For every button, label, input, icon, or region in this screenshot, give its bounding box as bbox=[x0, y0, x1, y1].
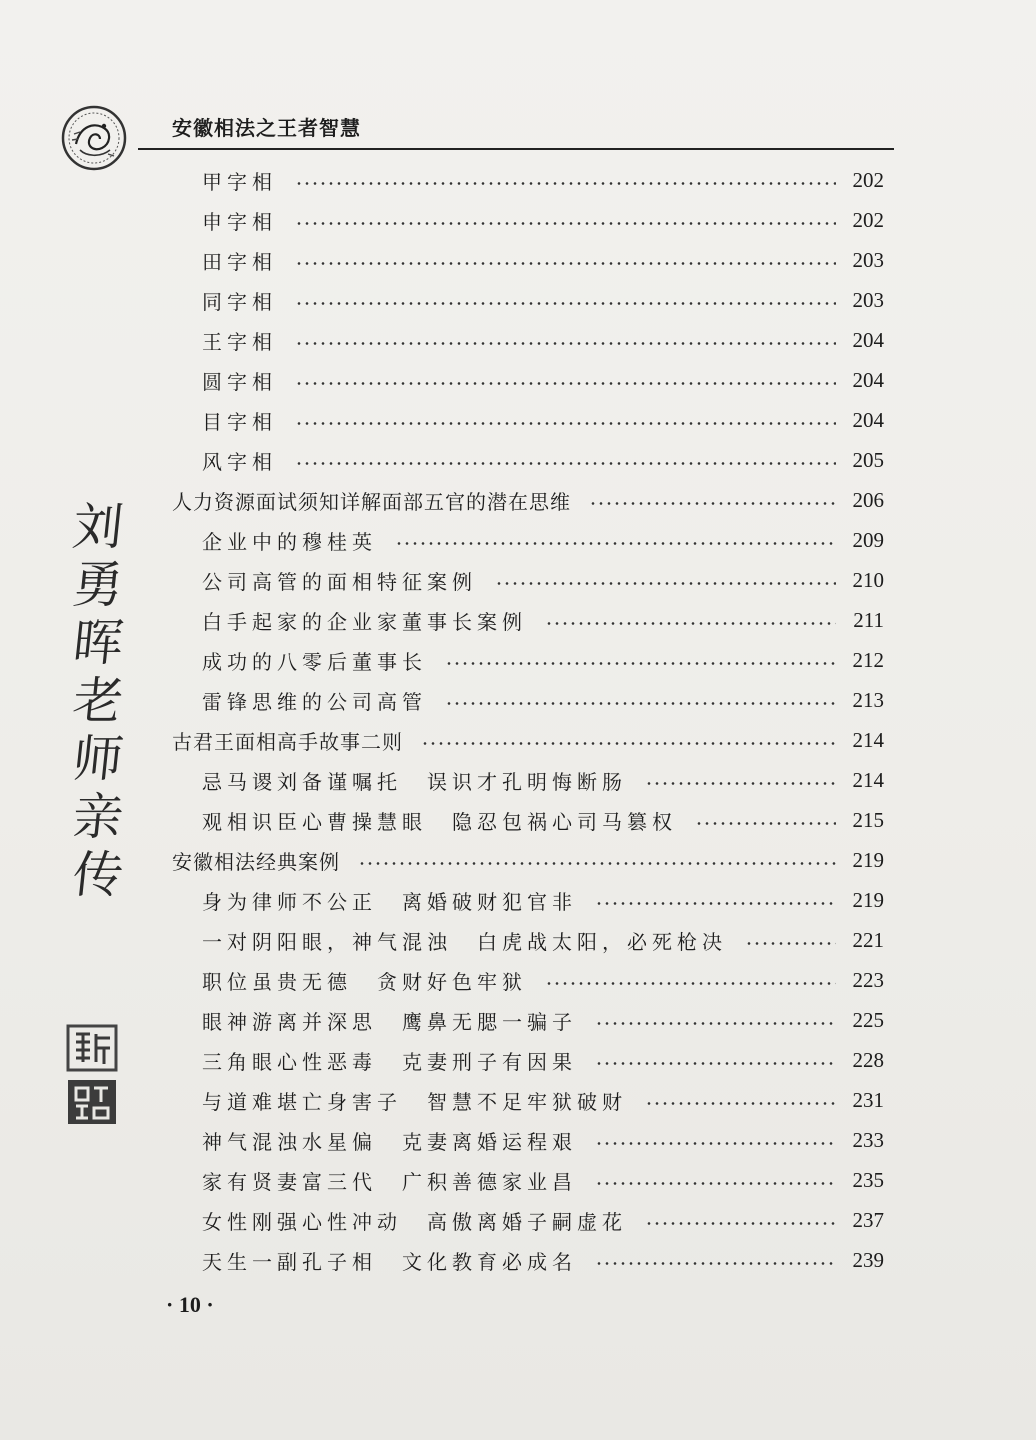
toc-leader-dots bbox=[695, 822, 836, 825]
toc-chapter-entry[interactable] bbox=[172, 720, 884, 760]
toc-section-entry[interactable] bbox=[172, 960, 884, 1000]
toc-section-entry[interactable] bbox=[172, 800, 884, 840]
toc-leader-dots bbox=[595, 1262, 836, 1265]
toc-leader-dots bbox=[645, 1222, 836, 1225]
toc-entry-title: 企业中的穆桂英 bbox=[202, 529, 377, 554]
calligraphy-character: 刘 bbox=[69, 498, 127, 556]
toc-leader-dots bbox=[358, 862, 836, 865]
toc-page-number: 219 bbox=[852, 887, 884, 912]
toc-page-number: 205 bbox=[852, 447, 884, 472]
toc-chapter-entry[interactable] bbox=[172, 840, 884, 880]
toc-entry-title: 白手起家的企业家董事长案例 bbox=[202, 609, 527, 634]
toc-entry-title: 公司高管的面相特征案例 bbox=[202, 569, 477, 594]
toc-leader-dots bbox=[595, 1062, 836, 1065]
toc-entry-title: 观相识臣心曹操慧眼 隐忍包祸心司马篡权 bbox=[202, 809, 677, 834]
toc-entry-title: 申字相 bbox=[202, 209, 277, 234]
toc-leader-dots bbox=[395, 542, 836, 545]
toc-page-number: 204 bbox=[852, 367, 884, 392]
toc-entry-title: 圆字相 bbox=[202, 369, 277, 394]
toc-page-number: 203 bbox=[852, 247, 884, 272]
toc-entry-title: 天生一副孔子相 文化教育必成名 bbox=[202, 1249, 577, 1274]
toc-leader-dots bbox=[545, 622, 836, 625]
calligraphy-character: 勇 bbox=[69, 556, 127, 614]
toc-page-number: 213 bbox=[852, 687, 884, 712]
toc-leader-dots bbox=[645, 782, 836, 785]
header-rule bbox=[138, 148, 894, 150]
toc-entry-title: 安徽相法经典案例 bbox=[172, 849, 340, 874]
toc-section-entry[interactable] bbox=[172, 280, 884, 320]
calligraphy-character: 师 bbox=[69, 730, 127, 788]
toc-entry-title: 忌马谡刘备谨嘱托 误识才孔明悔断肠 bbox=[202, 769, 627, 794]
toc-page-number: 239 bbox=[852, 1247, 884, 1272]
calligraphy-character: 亲 bbox=[69, 788, 127, 846]
toc-entry-title: 职位虽贵无德 贪财好色牢狱 bbox=[202, 969, 527, 994]
toc-section-entry[interactable] bbox=[172, 240, 884, 280]
toc-leader-dots bbox=[295, 302, 836, 305]
calligraphy-character: 晖 bbox=[69, 614, 127, 672]
toc-page-number: 202 bbox=[852, 167, 884, 192]
toc-page-number: 221 bbox=[852, 927, 884, 952]
toc-page-number: 225 bbox=[852, 1007, 884, 1032]
running-header bbox=[60, 104, 896, 158]
toc-leader-dots bbox=[295, 342, 836, 345]
toc-entry-title: 雷锋思维的公司高管 bbox=[202, 689, 427, 714]
toc-section-entry[interactable] bbox=[172, 760, 884, 800]
toc-section-entry[interactable] bbox=[172, 520, 884, 560]
toc-leader-dots bbox=[295, 222, 836, 225]
toc-leader-dots bbox=[595, 1022, 836, 1025]
toc-page-number: 231 bbox=[852, 1087, 884, 1112]
toc-entry-title: 三角眼心性恶毒 克妻刑子有因果 bbox=[202, 1049, 577, 1074]
toc-section-entry[interactable] bbox=[172, 200, 884, 240]
toc-page-number: 235 bbox=[852, 1167, 884, 1192]
toc-section-entry[interactable] bbox=[172, 920, 884, 960]
toc-chapter-entry[interactable] bbox=[172, 480, 884, 520]
toc-entry-title: 成功的八零后董事长 bbox=[202, 649, 427, 674]
toc-leader-dots bbox=[595, 1142, 836, 1145]
toc-leader-dots bbox=[295, 182, 836, 185]
toc-page-number: 211 bbox=[853, 607, 884, 632]
toc-section-entry[interactable] bbox=[172, 560, 884, 600]
toc-entry-title: 王字相 bbox=[202, 329, 277, 354]
dragon-seal-icon bbox=[60, 104, 128, 172]
toc-entry-title: 田字相 bbox=[202, 249, 277, 274]
toc-page-number: 204 bbox=[852, 327, 884, 352]
toc-page-number: 228 bbox=[852, 1047, 884, 1072]
toc-leader-dots bbox=[545, 982, 836, 985]
toc-section-entry[interactable] bbox=[172, 1080, 884, 1120]
toc-section-entry[interactable] bbox=[172, 320, 884, 360]
toc-leader-dots bbox=[421, 742, 836, 745]
toc-page-number: 219 bbox=[852, 847, 884, 872]
toc-section-entry[interactable] bbox=[172, 1240, 884, 1280]
toc-leader-dots bbox=[445, 662, 836, 665]
page-number: · 10 · bbox=[166, 1292, 214, 1317]
toc-section-entry[interactable] bbox=[172, 1120, 884, 1160]
toc-leader-dots bbox=[645, 1102, 836, 1105]
toc-leader-dots bbox=[595, 1182, 836, 1185]
toc-leader-dots bbox=[495, 582, 836, 585]
toc-entry-title: 甲字相 bbox=[202, 169, 277, 194]
toc-page-number: 204 bbox=[852, 407, 884, 432]
toc-page-number: 237 bbox=[852, 1207, 884, 1232]
toc-page-number: 212 bbox=[852, 647, 884, 672]
toc-section-entry[interactable] bbox=[172, 400, 884, 440]
toc-section-entry[interactable] bbox=[172, 1200, 884, 1240]
header-title: 安徽相法之王者智慧 bbox=[172, 116, 361, 140]
toc-section-entry[interactable] bbox=[172, 440, 884, 480]
toc-page-number: 209 bbox=[852, 527, 884, 552]
toc-section-entry[interactable] bbox=[172, 640, 884, 680]
seal-stamp-icon bbox=[66, 1024, 118, 1072]
calligraphy-character: 老 bbox=[69, 672, 127, 730]
toc-section-entry[interactable] bbox=[172, 1000, 884, 1040]
toc-entry-title: 人力资源面试须知详解面部五官的潜在思维 bbox=[172, 489, 571, 514]
toc-section-entry[interactable] bbox=[172, 680, 884, 720]
toc-page-number: 233 bbox=[852, 1127, 884, 1152]
toc-page-number: 202 bbox=[852, 207, 884, 232]
toc-entry-title: 女性刚强心性冲动 高傲离婚子嗣虚花 bbox=[202, 1209, 627, 1234]
toc-entry-title: 同字相 bbox=[202, 289, 277, 314]
toc-entry-title: 身为律师不公正 离婚破财犯官非 bbox=[202, 889, 577, 914]
toc-leader-dots bbox=[295, 462, 836, 465]
toc-entry-title: 古君王面相高手故事二则 bbox=[172, 729, 403, 754]
toc-entry-title: 神气混浊水星偏 克妻离婚运程艰 bbox=[202, 1129, 577, 1154]
toc-section-entry[interactable] bbox=[172, 1040, 884, 1080]
toc-entry-title: 眼神游离并深思 鹰鼻无腮一骗子 bbox=[202, 1009, 577, 1034]
toc-entry-title: 目字相 bbox=[202, 409, 277, 434]
toc-leader-dots bbox=[295, 382, 836, 385]
toc-page-number: 214 bbox=[852, 727, 884, 752]
toc-page-number: 203 bbox=[852, 287, 884, 312]
table-of-contents bbox=[172, 160, 884, 1280]
toc-leader-dots bbox=[445, 702, 836, 705]
side-calligraphy bbox=[66, 498, 130, 904]
toc-page-number: 215 bbox=[852, 807, 884, 832]
toc-section-entry[interactable] bbox=[172, 360, 884, 400]
toc-entry-title: 一对阴阳眼，神气混浊 白虎战太阳，必死枪决 bbox=[202, 929, 727, 954]
toc-section-entry[interactable] bbox=[172, 1160, 884, 1200]
toc-page-number: 223 bbox=[852, 967, 884, 992]
calligraphy-character: 传 bbox=[69, 846, 127, 904]
toc-leader-dots bbox=[295, 262, 836, 265]
toc-entry-title: 与道难堪亡身害子 智慧不足牢狱破财 bbox=[202, 1089, 627, 1114]
seal-stamp-icon bbox=[66, 1078, 118, 1126]
toc-leader-dots bbox=[295, 422, 836, 425]
toc-leader-dots bbox=[589, 502, 836, 505]
toc-page-number: 214 bbox=[852, 767, 884, 792]
toc-page-number: 206 bbox=[852, 487, 884, 512]
toc-section-entry[interactable] bbox=[172, 600, 884, 640]
toc-section-entry[interactable] bbox=[172, 160, 884, 200]
toc-page-number: 210 bbox=[852, 567, 884, 592]
toc-entry-title: 风字相 bbox=[202, 449, 277, 474]
toc-leader-dots bbox=[745, 942, 836, 945]
toc-section-entry[interactable] bbox=[172, 880, 884, 920]
toc-leader-dots bbox=[595, 902, 836, 905]
toc-entry-title: 家有贤妻富三代 广积善德家业昌 bbox=[202, 1169, 577, 1194]
